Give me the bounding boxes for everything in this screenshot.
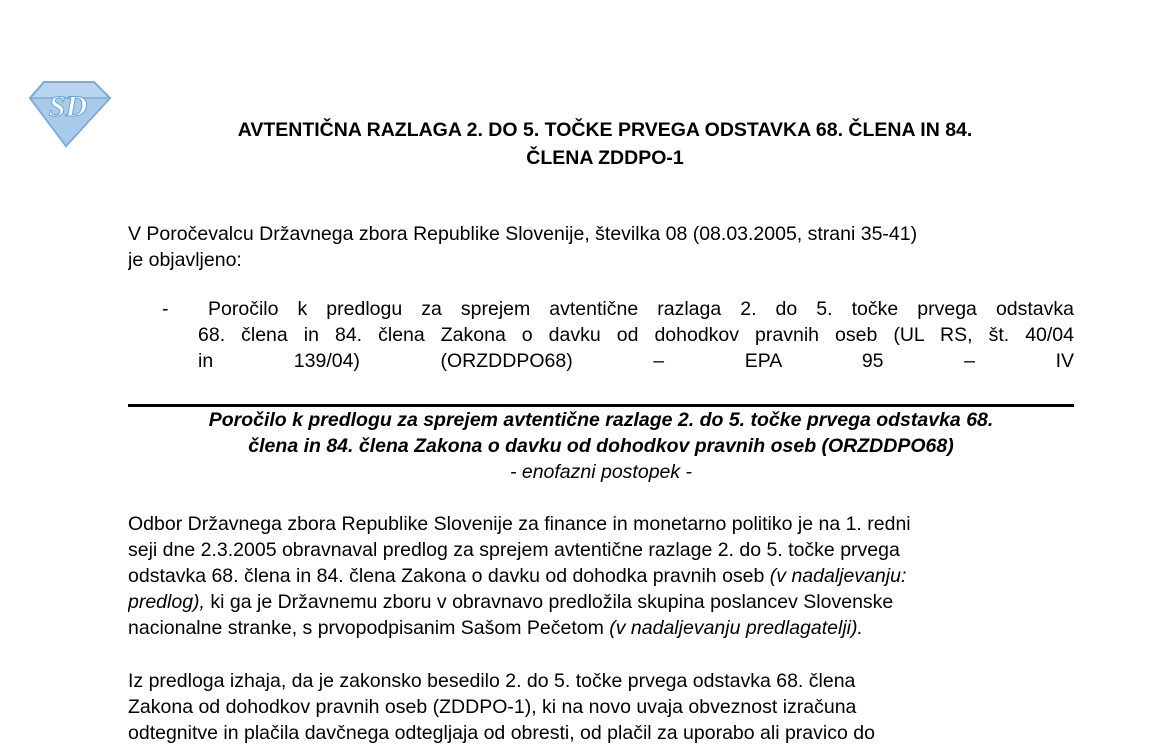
bullet-list (128, 296, 1074, 374)
para2-line-1: Iz predloga izhaja, da je zakonsko besedilo 2. do 5. točke prvega odstavka 68. člena (128, 670, 856, 692)
intro-paragraph (128, 221, 1074, 273)
list-line-2: 68. člena in 84. člena Zakona o davku od dohodkov pravnih oseb (UL RS, št. 40/04 (198, 324, 1074, 346)
report-heading-line-2: člena in 84. člena Zakona o davku od dohodkov pravnih oseb (ORZDDPO68) (248, 435, 954, 457)
list-item (198, 296, 1074, 374)
body-paragraph-1 (128, 511, 1074, 641)
report-heading-line-1: Poročilo k predlogu za sprejem avtentične razlage 2. do 5. točke prvega odstavka 68. (208, 409, 994, 431)
list-line-1: Poročilo k predlogu za sprejem avtentične razlaga 2. do 5. točke prvega odstavka (208, 298, 1074, 320)
para1-line-5: nacionalne stranke, s prvopodpisanim Sašom Pečetom (v nadaljevanju predlagatelji). (128, 617, 863, 639)
para2-line-3: odtegnitve in plačila davčnega odtegljaja od obresti, od plačil za uporabo ali pravico do (128, 722, 875, 744)
title-line-1: AVTENTIČNA RAZLAGA 2. DO 5. TOČKE PRVEGA ODSTAVKA 68. ČLENA IN 84. (237, 119, 973, 141)
list-line-3: in 139/04) (ORZDDPO68) – EPA 95 – IV (198, 350, 1074, 372)
list-dash: - (162, 298, 169, 320)
document-title (130, 116, 1080, 172)
para1-line-1: Odbor Državnega zbora Republike Slovenije za finance in monetarno politiko je na 1. redni (128, 513, 911, 535)
body-paragraph-2 (128, 668, 1074, 746)
sd-logo (26, 76, 112, 150)
para1-line-2: seji dne 2.3.2005 obravnaval predlog za sprejem avtentične razlage 2. do 5. točke prvega (128, 539, 900, 561)
logo-lettering: SD (48, 90, 88, 123)
para2-line-2: Zakona od dohodkov pravnih oseb (ZDDPO-1), ki na novo uvaja obveznost izračuna (128, 696, 857, 718)
report-subheading: - enofazni postopek - (509, 461, 693, 483)
report-heading (128, 407, 1074, 485)
title-line-2: ČLENA ZDDPO-1 (526, 147, 684, 169)
intro-line-2: je objavljeno: (128, 249, 242, 271)
para1-line-3: odstavka 68. člena in 84. člena Zakona o davku od dohodka pravnih oseb (v nadaljevanju: (128, 565, 907, 587)
intro-line-1: V Poročevalcu Državnega zbora Republike Slovenije, številka 08 (08.03.2005, strani 35-41) (128, 223, 918, 245)
para1-line-4: predlog), ki ga je Državnemu zboru v obravnavo predložila skupina poslancev Slovenske (128, 591, 894, 613)
